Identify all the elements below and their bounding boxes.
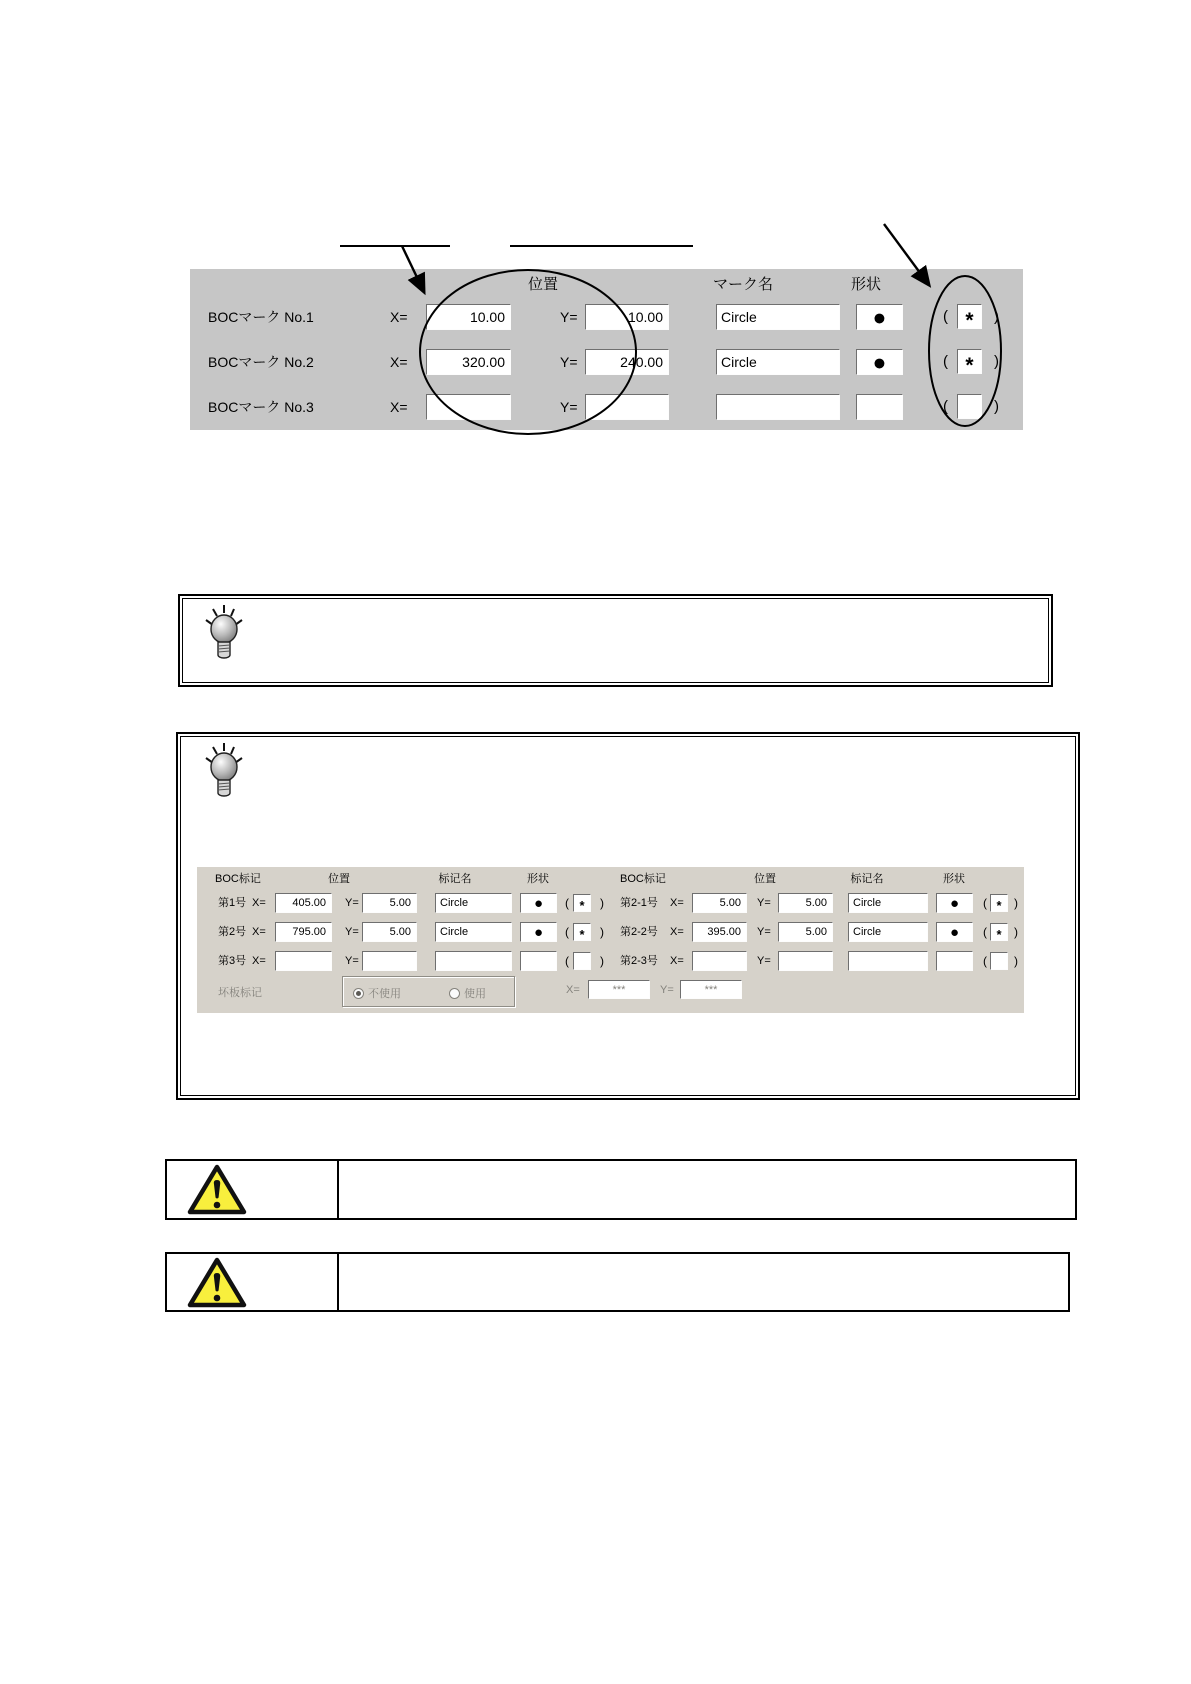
shape-swatch[interactable]: ● (856, 349, 903, 375)
tip-box-1 (178, 594, 1053, 687)
column-header-boc: BOC标记 (620, 873, 666, 885)
x-label: X= (390, 309, 408, 325)
paren-open: ( (943, 308, 948, 325)
x-input[interactable]: 405.00 (275, 893, 332, 913)
boc-mark-row-3 (190, 394, 1023, 420)
mark-name-input[interactable]: Circle (848, 893, 928, 913)
x-input[interactable]: 320.00 (426, 349, 511, 375)
y-input[interactable]: 10.00 (585, 304, 669, 330)
lightbulb-icon (200, 742, 248, 800)
mark-name-input[interactable]: Circle (716, 349, 840, 375)
x-label: X= (670, 926, 684, 938)
mark-checkbox[interactable]: * (573, 894, 591, 912)
column-header-mark-name: 标记名 (850, 873, 884, 885)
mark-checkbox[interactable]: * (957, 304, 982, 329)
mark-name-input[interactable]: Circle (716, 304, 840, 330)
mark-name-input[interactable]: Circle (848, 922, 928, 942)
x-label: X= (670, 955, 684, 967)
paren-open: ( (983, 925, 987, 939)
radio-option-used[interactable] (449, 985, 486, 1001)
row-label: 第2号 (218, 926, 247, 938)
y-label: Y= (560, 354, 578, 370)
boc-mark-dialog-screenshot (190, 269, 1023, 430)
warning-triangle-icon (186, 1256, 248, 1310)
y-label: Y= (345, 926, 359, 938)
row-label: 第1号 (218, 897, 247, 909)
mark-row-2-2 (197, 922, 1024, 942)
shape-swatch[interactable]: ● (936, 893, 973, 913)
x-label: X= (252, 955, 266, 967)
paren-close: ) (994, 308, 999, 325)
radio-label: 使用 (464, 988, 486, 1000)
radio-selected-icon[interactable] (353, 988, 364, 999)
column-header-mark-name: マーク名 (712, 276, 773, 293)
mark-checkbox[interactable]: * (990, 923, 1008, 941)
mark-checkbox[interactable]: * (957, 349, 982, 374)
paren-open: ( (983, 896, 987, 910)
y-input[interactable]: 5.00 (362, 893, 417, 913)
mark-checkbox[interactable]: * (990, 894, 1008, 912)
x-label: X= (252, 897, 266, 909)
paren-close: ) (994, 353, 999, 370)
column-header-shape: 形状 (943, 873, 965, 885)
x-label: X= (252, 926, 266, 938)
boc-mark-row-2 (190, 349, 1023, 375)
radio-groupbox (342, 976, 515, 1007)
radio-option-unused[interactable] (353, 985, 401, 1001)
boc-mark-row-1 (190, 304, 1023, 330)
paren-open: ( (943, 353, 948, 370)
y-input[interactable]: 5.00 (778, 893, 833, 913)
warning-box-2 (165, 1252, 1070, 1312)
y-input-disabled: *** (680, 980, 742, 999)
warning-divider (337, 1254, 339, 1310)
warning-box-1 (165, 1159, 1077, 1220)
y-label: Y= (757, 926, 771, 938)
bad-board-mark-row (197, 975, 1024, 1009)
mark-name-input[interactable]: Circle (435, 922, 512, 942)
row-label: 第2-3号 (620, 955, 658, 967)
x-input[interactable] (426, 394, 511, 420)
x-label: X= (566, 984, 580, 996)
paren-open: ( (983, 954, 987, 968)
shape-swatch[interactable] (856, 394, 903, 420)
paren-close: ) (600, 925, 604, 939)
warning-triangle-icon (186, 1163, 248, 1217)
mark-name-input[interactable] (848, 951, 928, 971)
x-input[interactable]: 10.00 (426, 304, 511, 330)
bad-board-mark-label: 坏板标记 (218, 987, 262, 999)
mark-name-input[interactable]: Circle (435, 893, 512, 913)
row-label: 第3号 (218, 955, 247, 967)
y-label: Y= (660, 984, 674, 996)
y-label: Y= (560, 399, 578, 415)
column-header-shape: 形状 (527, 873, 549, 885)
mark-checkbox[interactable] (990, 952, 1008, 970)
lightbulb-icon (200, 604, 248, 662)
y-input[interactable] (585, 394, 669, 420)
x-input-disabled: *** (588, 980, 650, 999)
shape-swatch[interactable]: ● (520, 893, 557, 913)
shape-swatch[interactable]: ● (936, 922, 973, 942)
radio-label: 不使用 (368, 988, 401, 1000)
paren-close: ) (1014, 896, 1018, 910)
y-label: Y= (345, 955, 359, 967)
y-input[interactable] (778, 951, 833, 971)
paren-close: ) (1014, 954, 1018, 968)
x-label: X= (390, 354, 408, 370)
y-label: Y= (345, 897, 359, 909)
y-input[interactable]: 5.00 (362, 922, 417, 942)
y-input[interactable]: 240.00 (585, 349, 669, 375)
y-label: Y= (560, 309, 578, 325)
warning-divider (337, 1161, 339, 1218)
boc-mark-dialog-screenshot-2 (197, 867, 1024, 1013)
row-label: BOCマーク No.1 (208, 309, 314, 325)
column-header-position: 位置 (328, 873, 350, 885)
row-label: 第2-1号 (620, 897, 658, 909)
x-input[interactable]: 795.00 (275, 922, 332, 942)
x-input[interactable] (692, 951, 747, 971)
y-input[interactable]: 5.00 (778, 922, 833, 942)
paren-close: ) (600, 954, 604, 968)
y-label: Y= (757, 897, 771, 909)
x-input[interactable]: 395.00 (692, 922, 747, 942)
x-label: X= (670, 897, 684, 909)
shape-swatch[interactable] (936, 951, 973, 971)
paren-close: ) (600, 896, 604, 910)
column-header-position: 位置 (527, 276, 558, 293)
radio-unselected-icon[interactable] (449, 988, 460, 999)
mark-checkbox[interactable]: * (573, 923, 591, 941)
row-label: 第2-2号 (620, 926, 658, 938)
y-label: Y= (757, 955, 771, 967)
mark-row-2-3 (197, 951, 1024, 971)
paren-close: ) (994, 398, 999, 415)
paren-close: ) (1014, 925, 1018, 939)
row-label: BOCマーク No.2 (208, 354, 314, 370)
paren-open: ( (565, 896, 569, 910)
column-header-mark-name: 标记名 (438, 873, 472, 885)
column-header-shape: 形状 (850, 276, 881, 293)
paren-open: ( (943, 398, 948, 415)
paren-open: ( (565, 925, 569, 939)
mark-checkbox[interactable] (957, 394, 982, 419)
x-label: X= (390, 399, 408, 415)
shape-swatch[interactable]: ● (520, 922, 557, 942)
column-header-position: 位置 (754, 873, 776, 885)
shape-swatch[interactable]: ● (856, 304, 903, 330)
mark-name-input[interactable] (716, 394, 840, 420)
row-label: BOCマーク No.3 (208, 399, 314, 415)
column-header-boc: BOC标记 (215, 873, 261, 885)
paren-open: ( (565, 954, 569, 968)
mark-row-2-1 (197, 893, 1024, 913)
x-input[interactable]: 5.00 (692, 893, 747, 913)
